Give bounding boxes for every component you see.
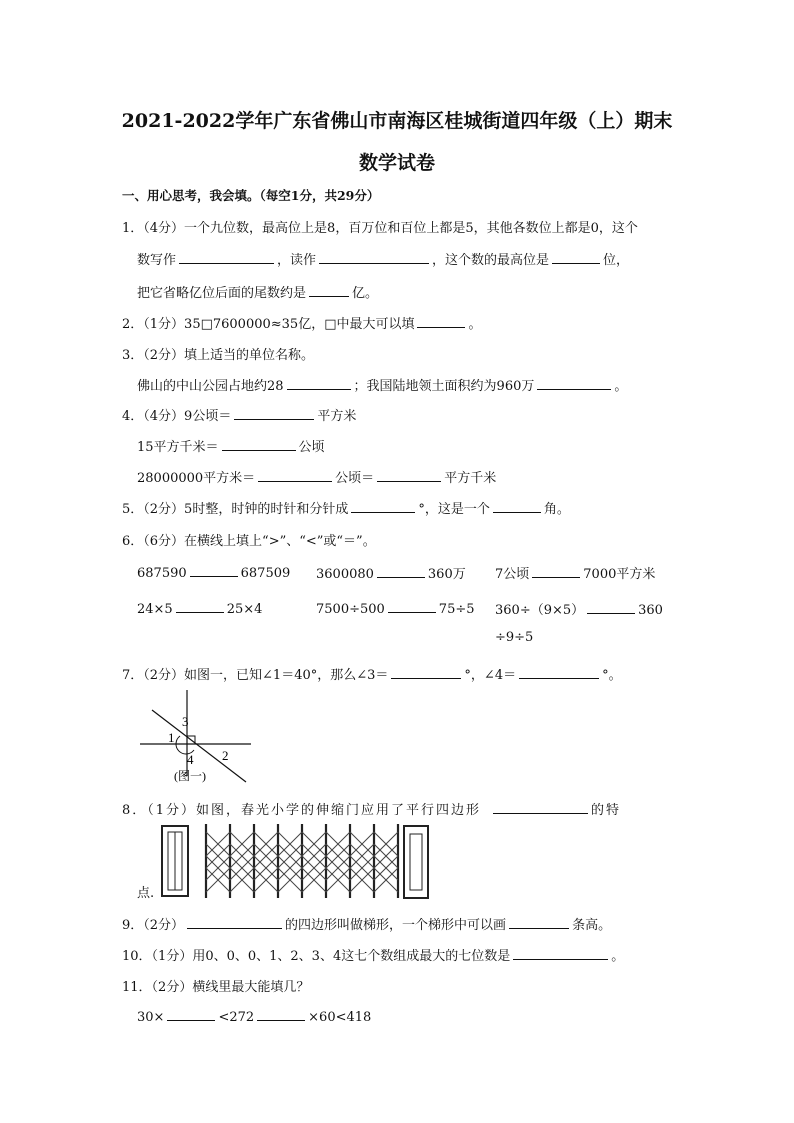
q9-text: 9．（2分） <box>122 918 185 933</box>
q3-text: ；我国陆地领土面积约为960万 <box>353 379 535 394</box>
compare-item <box>137 563 290 581</box>
question-8 <box>122 799 621 818</box>
compare-item <box>137 599 262 617</box>
answer-blank[interactable] <box>257 1007 305 1021</box>
q4-text: 平方千米 <box>444 471 497 486</box>
compare-item-cont: ÷9÷5 <box>495 630 534 645</box>
q5-text: 角。 <box>543 502 570 517</box>
q1-text: 数写作 <box>137 253 177 268</box>
answer-blank[interactable] <box>537 376 611 390</box>
answer-blank[interactable] <box>388 599 436 613</box>
compare-item <box>316 599 475 617</box>
q10-text: 10．（1分）用0、0、0、1、2、3、4这七个数组成最大的七位数是 <box>122 949 511 964</box>
q1-text: ，读作 <box>277 253 317 268</box>
q3-text: 。 <box>614 379 628 394</box>
compare-right: 7000平方米 <box>583 567 656 582</box>
q11-text: <272 <box>218 1010 255 1025</box>
compare-left: 360÷（9×5） <box>495 603 585 618</box>
compare-item <box>495 599 663 618</box>
angle-label-3: 3 <box>182 714 189 729</box>
page-title: 2021-2022学年广东省佛山市南海区桂城街道四年级（上）期末 <box>121 110 673 132</box>
answer-blank[interactable] <box>187 915 282 929</box>
answer-blank[interactable] <box>167 1007 215 1021</box>
question-1-line2 <box>137 249 629 268</box>
q2-text: 。 <box>468 317 482 332</box>
question-9 <box>122 914 611 933</box>
q4-text: 4．（4分）9公顷＝ <box>122 409 232 424</box>
answer-blank[interactable] <box>258 468 332 482</box>
figure-caption: (图一) <box>174 769 206 783</box>
q4-text: 平方米 <box>317 409 357 424</box>
question-1-line3 <box>137 282 378 301</box>
answer-blank[interactable] <box>234 406 314 420</box>
question-11: 11．（2分）横线里最大能填几？ <box>122 980 310 995</box>
compare-left: 3600080 <box>316 567 374 582</box>
q5-text: 5．（2分）5时整，时钟的时针和分针成 <box>122 502 349 517</box>
answer-blank[interactable] <box>222 437 296 451</box>
q7-text: 7．（2分）如图一，已知∠1＝40°，那么∠3＝ <box>122 668 389 683</box>
question-10 <box>122 945 624 964</box>
question-4 <box>122 405 356 424</box>
q1-text: 把它省略亿位后面的尾数约是 <box>137 286 307 301</box>
answer-blank[interactable] <box>532 564 580 578</box>
question-6: 6．（6分）在横线上填上“>”、“<”或“＝”。 <box>122 534 376 549</box>
q2-text: 2．（1分）35□7600000≈35亿，□中最大可以填 <box>122 317 415 332</box>
angle-label-1: 1 <box>168 730 175 745</box>
answer-blank[interactable] <box>552 250 600 264</box>
compare-left: 7500÷500 <box>316 602 385 617</box>
q4-text: 公顷＝ <box>335 471 375 486</box>
q8-text: 的特 <box>591 803 622 818</box>
answer-blank[interactable] <box>176 599 224 613</box>
question-2 <box>122 313 482 332</box>
question-1 <box>122 217 638 236</box>
answer-blank[interactable] <box>319 250 429 264</box>
angle-label-2: 2 <box>222 748 229 763</box>
q4-text: 公顷 <box>298 440 325 455</box>
answer-blank[interactable] <box>351 499 415 513</box>
compare-left: 687590 <box>137 566 187 581</box>
q11-text: 30× <box>137 1010 165 1025</box>
compare-left: 24×5 <box>137 602 173 617</box>
angle-figure <box>130 688 260 788</box>
compare-right: 360 <box>638 603 663 618</box>
question-1-text: 1．（4分）一个九位数，最高位上是8，百万位和百位上都是5，其他各数位上都是0，这个 <box>122 221 638 236</box>
answer-blank[interactable] <box>519 665 599 679</box>
question-4-line3 <box>137 467 496 486</box>
answer-blank[interactable] <box>493 499 541 513</box>
answer-blank[interactable] <box>377 468 441 482</box>
compare-right: 687509 <box>240 566 291 581</box>
answer-blank[interactable] <box>287 376 351 390</box>
answer-blank[interactable] <box>513 946 608 960</box>
compare-item <box>495 563 655 582</box>
q7-text: °。 <box>602 668 622 683</box>
answer-blank[interactable] <box>309 283 349 297</box>
question-8-line2: 点. <box>137 886 155 901</box>
q1-text: ，这个数的最高位是 <box>432 253 550 268</box>
question-3-line2 <box>137 375 627 394</box>
question-11-line2 <box>137 1007 371 1025</box>
question-7 <box>122 664 622 683</box>
answer-blank[interactable] <box>493 800 588 814</box>
answer-blank[interactable] <box>391 665 461 679</box>
answer-blank[interactable] <box>587 600 635 614</box>
q10-text: 。 <box>611 949 625 964</box>
answer-blank[interactable] <box>509 915 569 929</box>
compare-item <box>316 563 466 582</box>
section-heading: 一、用心思考，我会填。（每空1分，共29分） <box>122 188 380 203</box>
q5-text: °，这是一个 <box>418 502 490 517</box>
answer-blank[interactable] <box>417 314 465 328</box>
answer-blank[interactable] <box>179 250 274 264</box>
answer-blank[interactable] <box>377 564 425 578</box>
q9-text: 条高。 <box>572 918 612 933</box>
question-5 <box>122 498 570 517</box>
answer-blank[interactable] <box>190 563 238 577</box>
q4-text: 28000000平方米＝ <box>137 471 256 486</box>
question-4-line2 <box>137 436 325 455</box>
compare-right: 75÷5 <box>438 602 475 617</box>
q11-text: ×60<418 <box>308 1010 372 1025</box>
compare-left: 7公顷 <box>495 567 530 582</box>
gate-right-post-inner <box>410 834 422 890</box>
q1-text: 位， <box>603 253 630 268</box>
question-3: 3．（2分）填上适当的单位名称。 <box>122 348 315 363</box>
q1-text: 亿。 <box>352 286 379 301</box>
q9-text: 的四边形叫做梯形，一个梯形中可以画 <box>285 918 507 933</box>
compare-right: 360万 <box>427 567 466 582</box>
telescopic-gate-figure <box>160 822 432 900</box>
page-subtitle: 数学试卷 <box>358 152 435 174</box>
gate-right-post <box>404 826 428 898</box>
q4-text: 15平方千米＝ <box>137 440 219 455</box>
q8-text: 8．（1分）如图，春光小学的伸缩门应用了平行四边形 <box>122 803 482 818</box>
compare-right: 25×4 <box>226 602 263 617</box>
q3-text: 佛山的中山公园占地约28 <box>137 379 284 394</box>
angle-label-4: 4 <box>187 752 194 767</box>
q7-text: °，∠4＝ <box>464 668 517 683</box>
